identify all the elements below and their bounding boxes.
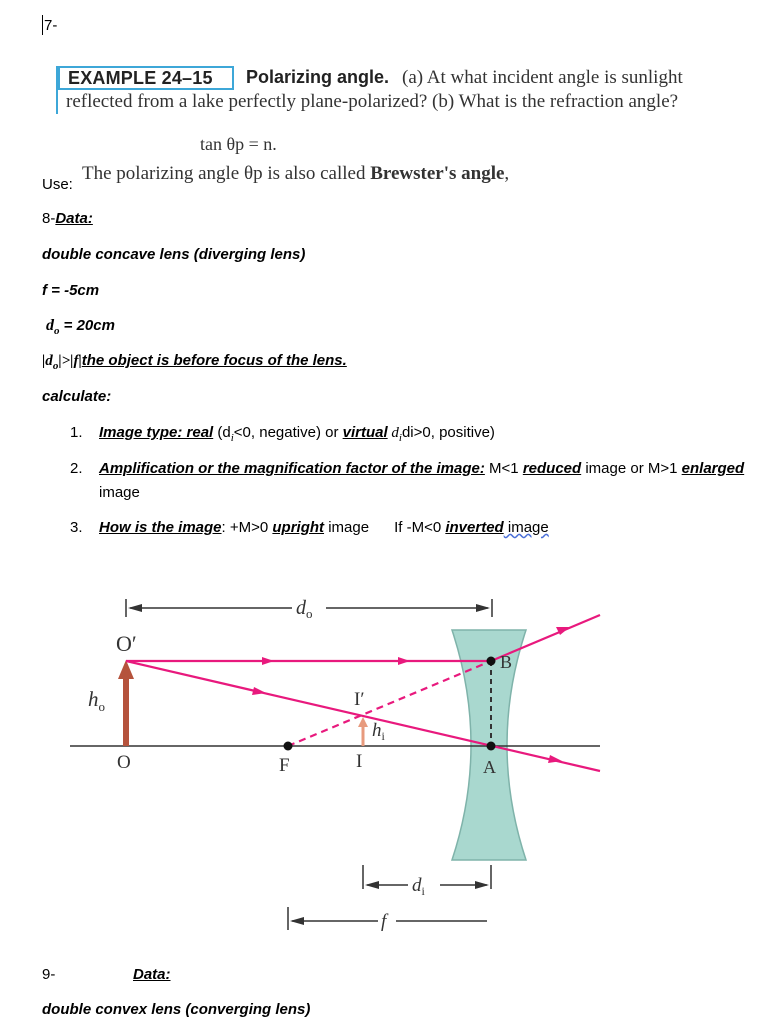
example-question-line1: (a) At what incident angle is sunlight	[402, 67, 683, 88]
f-length-label: f	[381, 911, 387, 932]
a-label: A	[483, 757, 496, 777]
do-label: $d_o$	[296, 597, 313, 621]
example-question-line2: reflected from a lake perfectly plane-polarized? (b) What is the refraction angle?	[66, 91, 679, 112]
calculate-label: calculate:	[42, 388, 112, 405]
object-distance: $d_o = 20cm$	[46, 317, 115, 337]
question-8-header: 8-Data:	[42, 210, 93, 227]
example-tag: EXAMPLE 24–15	[58, 66, 234, 90]
f-dimension	[288, 907, 487, 930]
question-9-data-label: Data:	[133, 966, 171, 983]
i-label: I	[356, 751, 363, 772]
virtual-ray	[288, 661, 491, 746]
list-item-3: How is the image: +M>0 upright image If -M<0 inverted image	[99, 519, 549, 536]
hi-label: $h_i$	[372, 720, 385, 743]
focal-point	[284, 742, 293, 751]
object-condition: $|d_o|>|f|the$ object is before focus of the lens.	[42, 352, 347, 372]
text-cursor	[42, 15, 43, 35]
b-label: B	[500, 652, 513, 672]
diverging-lens-ray-diagram	[60, 585, 610, 945]
data-label: Data:	[55, 210, 93, 227]
di-dimension	[363, 865, 491, 889]
polarizing-formula: tan θp = n.	[200, 134, 277, 154]
f-point-label: F	[279, 755, 290, 776]
o-label: O	[117, 752, 131, 773]
list-item-3-number: 3.	[70, 519, 83, 536]
lens-type: double concave lens (diverging lens)	[42, 246, 306, 263]
focal-length: f = -5cm	[42, 282, 100, 299]
point-a	[487, 742, 496, 751]
i-prime-label: I′	[354, 689, 365, 710]
use-label: Use:	[42, 176, 73, 193]
example-title: Polarizing angle.	[246, 67, 390, 87]
question-9-number: 9-	[42, 966, 56, 983]
point-b	[487, 657, 496, 666]
question-9-lens-type: double convex lens (converging lens)	[42, 1001, 311, 1018]
question-7-number: 7-	[44, 17, 58, 34]
list-item-1: Image type: real ($d_i<0$, negative) or virtual $d_idi>0$, positive)	[99, 424, 495, 444]
cropped-text-remnant	[58, 40, 678, 48]
list-item-2-number: 2.	[70, 460, 83, 477]
list-item-2-line2: image	[99, 484, 140, 501]
list-item-2: Amplification or the magnification factor of the image: M<1 reduced image or M>1 enlarged	[99, 460, 745, 477]
ho-label: $h_o$	[88, 687, 105, 714]
di-label: $d_i$	[412, 875, 425, 898]
brewster-sentence: The polarizing angle θp is also called Brewster's angle,	[82, 163, 510, 184]
list-item-1-number: 1.	[70, 424, 83, 441]
o-prime-label: O′	[116, 631, 137, 656]
